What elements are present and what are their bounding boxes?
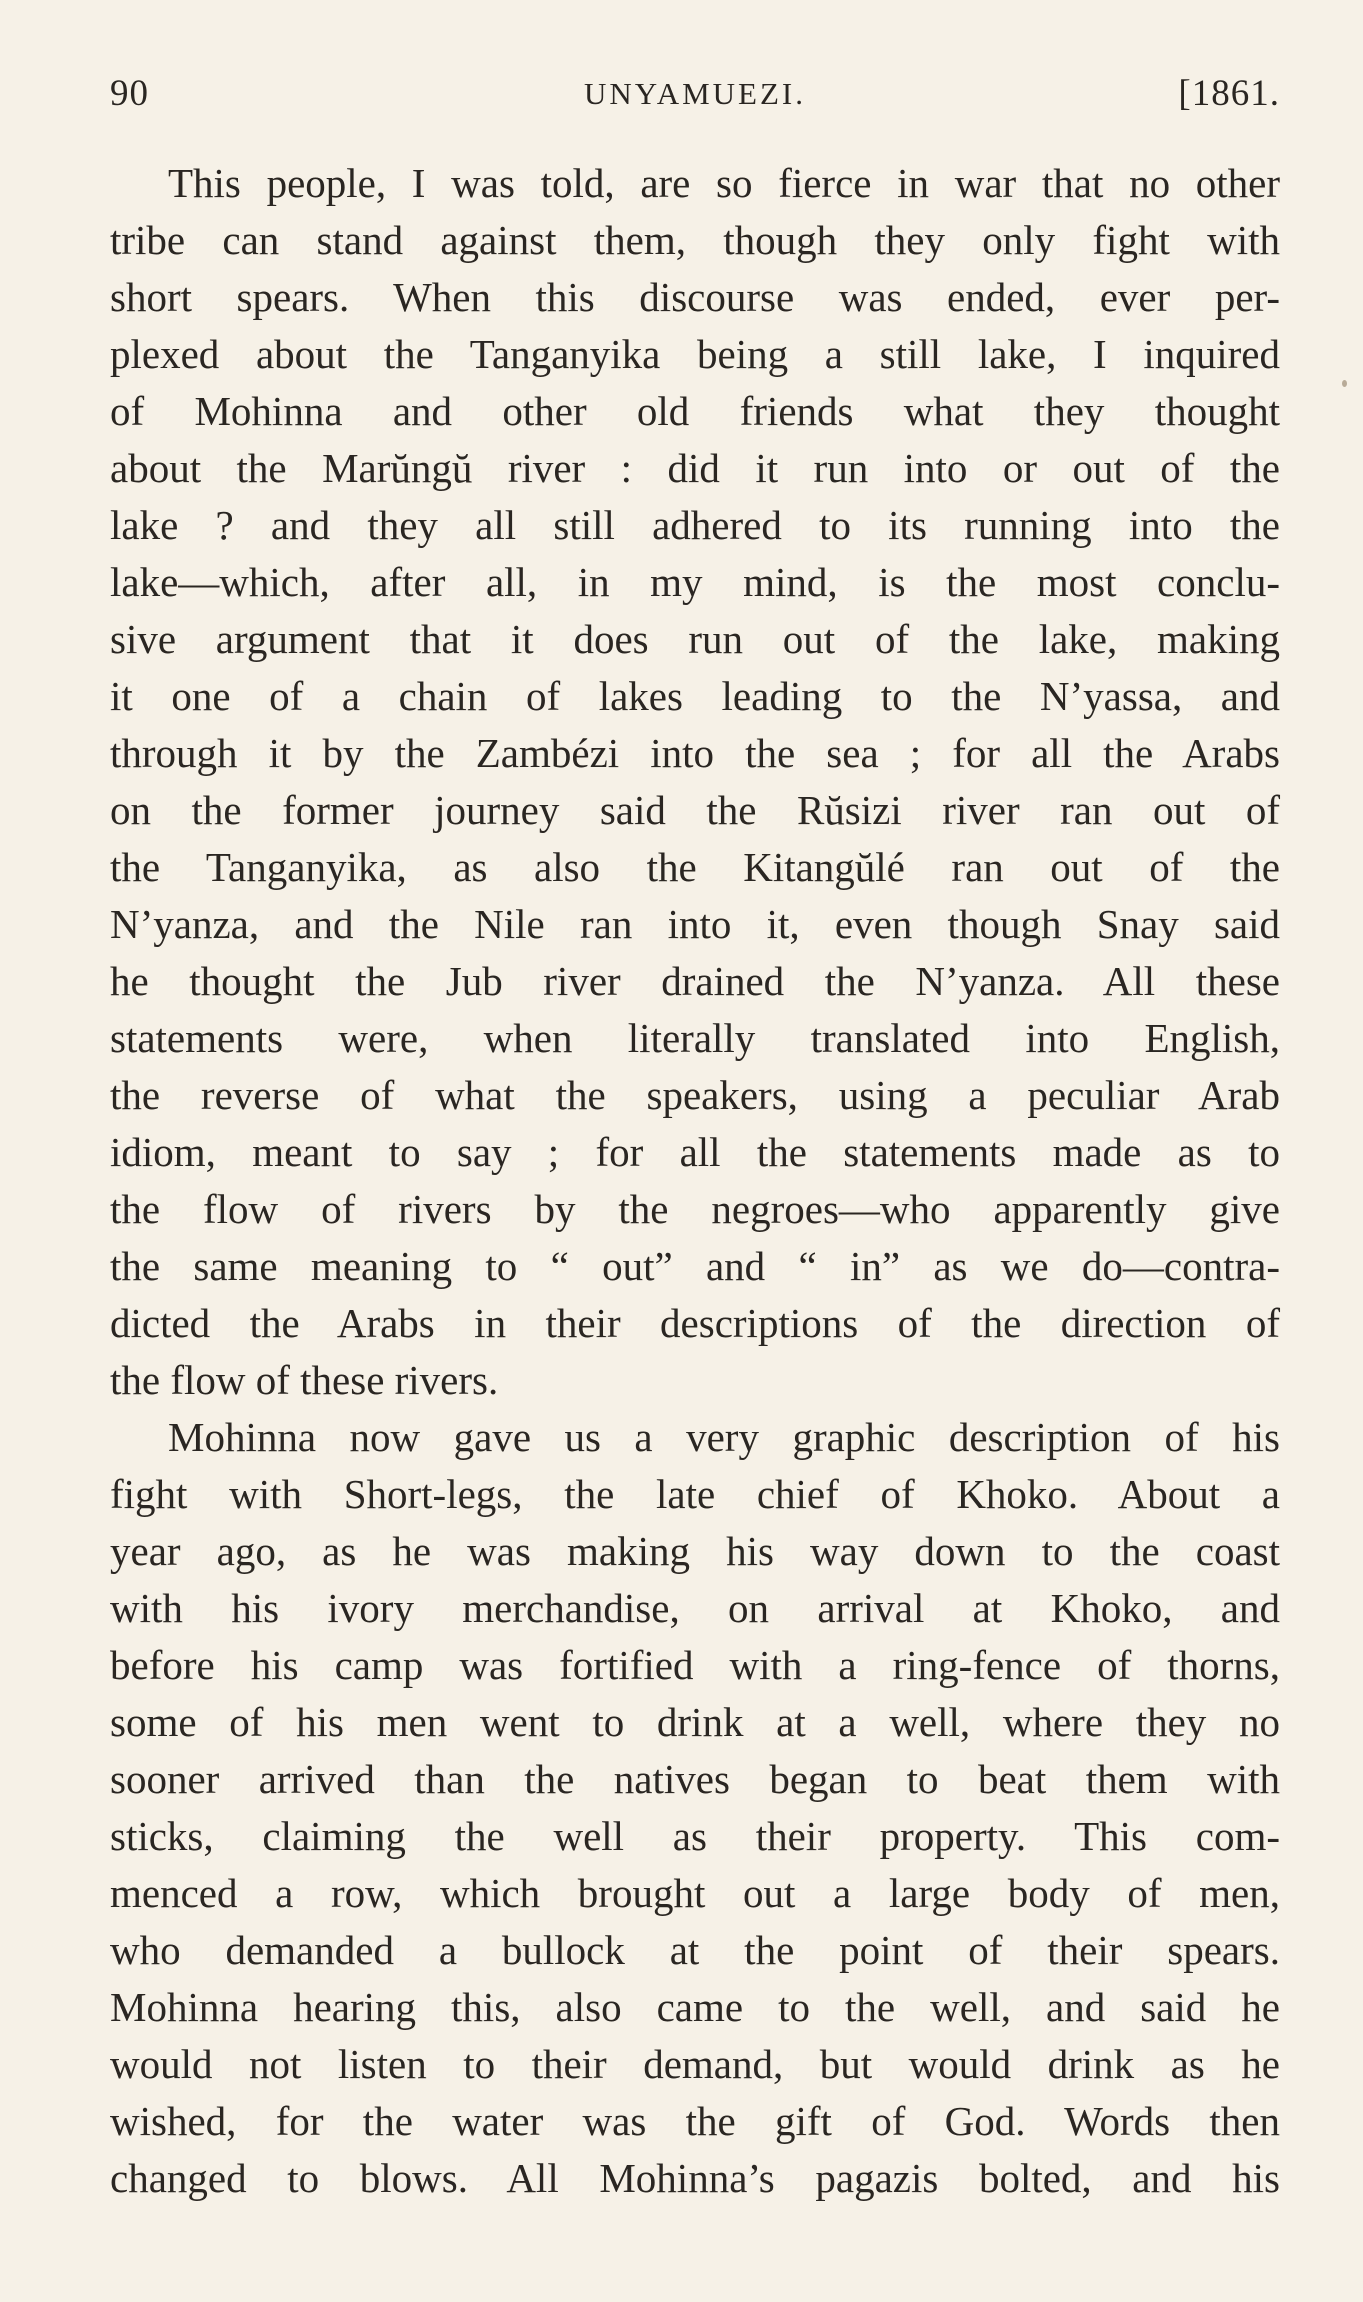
text-line: the same meaning to “ out” and “ in” as we do—contra- — [110, 1243, 1280, 1289]
text-line: on the former journey said the Rŭsizi river ran out of — [110, 787, 1280, 833]
text-line: statements were, when literally translated into English, — [110, 1015, 1280, 1061]
paper-speck — [1342, 380, 1347, 387]
text-line: the flow of these rivers. — [110, 1357, 499, 1403]
text-line: tribe can stand against them, though they only fight with — [110, 217, 1280, 263]
body-text — [110, 155, 1280, 2207]
text-line: year ago, as he was making his way down to the coast — [110, 1528, 1280, 1574]
text-line: some of his men went to drink at a well, where they no — [110, 1699, 1280, 1745]
text-line: lake ? and they all still adhered to its running into the — [110, 502, 1280, 548]
text-line: the Tanganyika, as also the Kitangŭlé ran out of the — [110, 844, 1280, 890]
text-line: idiom, meant to say ; for all the statements made as to — [110, 1129, 1280, 1175]
text-line: the flow of rivers by the negroes—who apparently give — [110, 1186, 1280, 1232]
text-line: dicted the Arabs in their descriptions of the direction of — [110, 1300, 1280, 1346]
text-line: wished, for the water was the gift of God. Words then — [110, 2098, 1280, 2144]
text-line: N’yanza, and the Nile ran into it, even though Snay said — [110, 901, 1280, 947]
text-line: Mohinna hearing this, also came to the well, and said he — [110, 1984, 1280, 2030]
page-number: 90 — [110, 73, 149, 114]
text-line: Mohinna now gave us a very graphic description of his — [168, 1414, 1280, 1460]
text-line: short spears. When this discourse was ended, ever per- — [110, 274, 1280, 320]
paragraph-1 — [110, 155, 1280, 1409]
text-line: he thought the Jub river drained the N’yanza. All these — [110, 958, 1280, 1004]
text-line: of Mohinna and other old friends what they thought — [110, 388, 1280, 434]
paragraph-2 — [110, 1409, 1280, 2207]
text-line: sooner arrived than the natives began to beat them with — [110, 1756, 1280, 1802]
text-line: the reverse of what the speakers, using a peculiar Arab — [110, 1072, 1280, 1118]
text-line: sive argument that it does run out of the lake, making — [110, 616, 1280, 662]
text-line: would not listen to their demand, but would drink as he — [110, 2041, 1280, 2087]
text-line: lake—which, after all, in my mind, is the most conclu- — [110, 559, 1280, 605]
text-line: with his ivory merchandise, on arrival at Khoko, and — [110, 1585, 1280, 1631]
running-head — [110, 72, 1280, 122]
text-line: it one of a chain of lakes leading to the N’yassa, and — [110, 673, 1280, 719]
text-line: about the Marŭngŭ river : did it run into or out of the — [110, 445, 1280, 491]
text-line: fight with Short-legs, the late chief of Khoko. About a — [110, 1471, 1280, 1517]
text-line: This people, I was told, are so fierce in war that no other — [168, 160, 1280, 206]
text-line: who demanded a bullock at the point of their spears. — [110, 1927, 1280, 1973]
text-line: before his camp was fortified with a ring-fence of thorns, — [110, 1642, 1280, 1688]
running-title: UNYAMUEZI. — [583, 76, 806, 111]
text-line: menced a row, which brought out a large body of men, — [110, 1870, 1280, 1916]
text-line: changed to blows. All Mohinna’s pagazis bolted, and his — [110, 2155, 1280, 2201]
running-year: [1861. — [1178, 73, 1280, 114]
text-line: plexed about the Tanganyika being a still lake, I inquired — [110, 331, 1280, 377]
text-line: through it by the Zambézi into the sea ; for all the Arabs — [110, 730, 1280, 776]
text-line: sticks, claiming the well as their property. This com- — [110, 1813, 1280, 1859]
